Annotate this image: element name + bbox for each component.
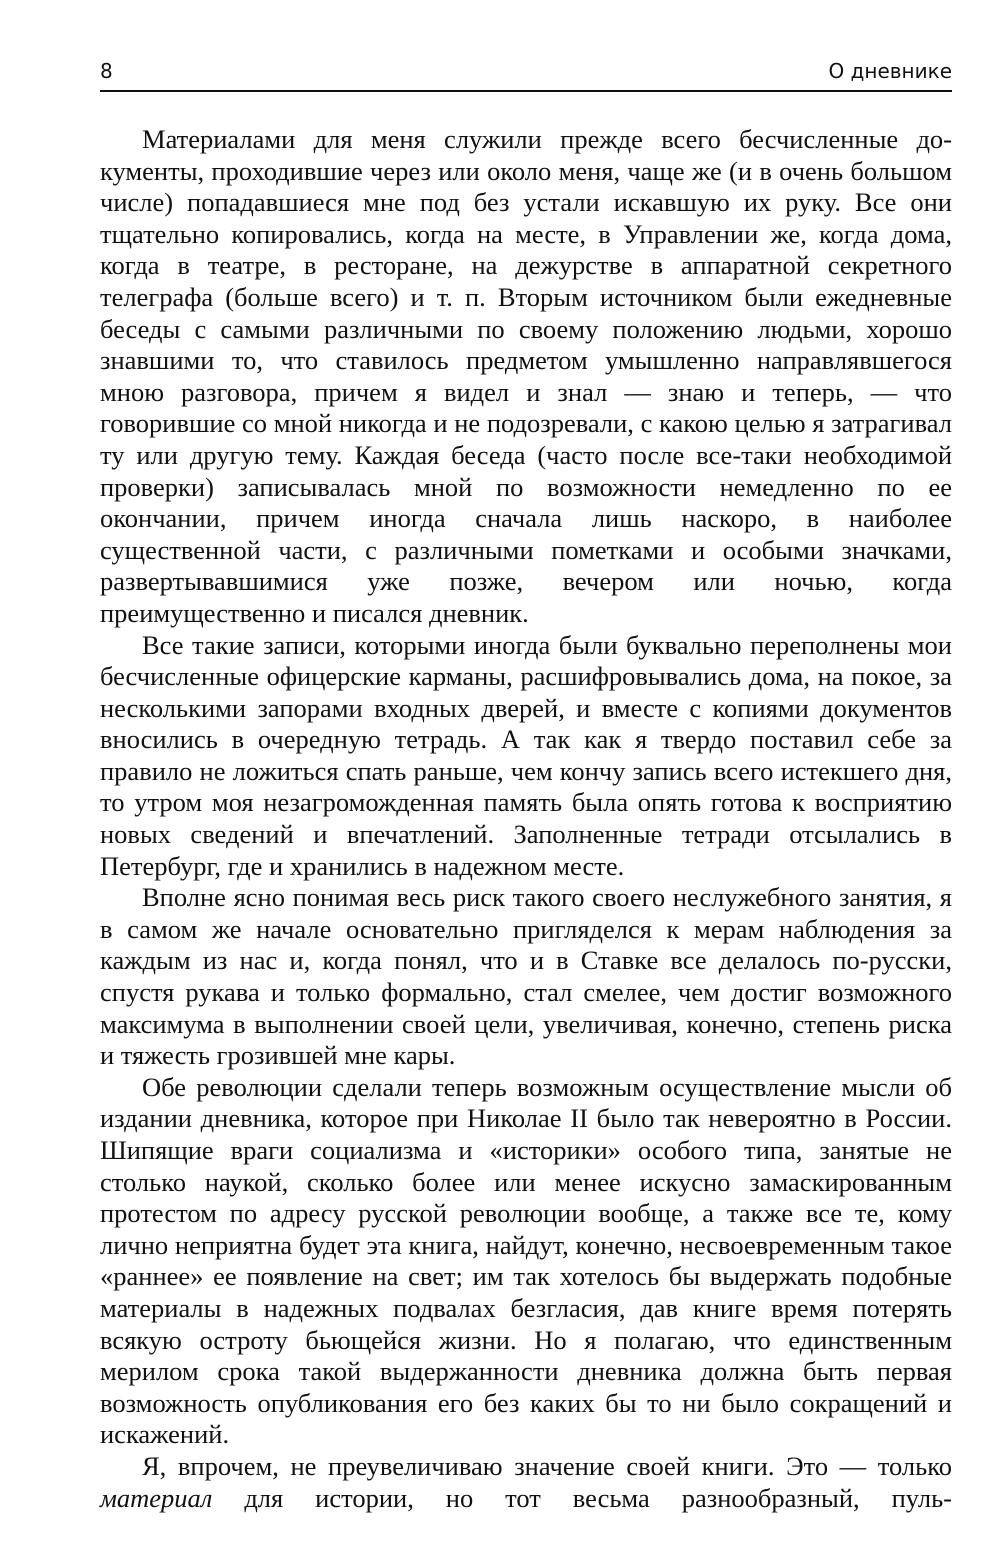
paragraph: Все такие записи, которыми иногда были буквально переполнены мои бесчисленные офицерские карманы, расшифровывались дома, на покое, за несколькими запорами входных дверей, и вместе с копиями документов вносились в очередную тетрадь. А так как я твердо поставил себе за правило не ложиться спать раньше, чем кончу запись всего истекшего дня, то утром моя незагроможденная память была опять готова к восприятию новых сведений и впечатлений. Заполненные тетради отсылались в Петербург, где и хранились в надежном месте. — [100, 629, 952, 881]
running-header — [100, 58, 952, 92]
paragraph: Вполне ясно понимая весь риск такого своего неслужебного занятия, я в самом же начале основательно пригляделся к мерам наблюдения за каждым из нас и, когда понял, что и в Ставке все делалось по-русски, спустя рукава и только формально, стал смелее, чем достиг возможного максимума в выполнении своей цели, увеличивая, конечно, степень риска и тяжесть грозившей мне кары. — [100, 882, 952, 1071]
paragraph-text: Я, впрочем, не преувеличиваю значение своей книги. Это — только — [142, 1450, 952, 1481]
emphasis-text: материал — [100, 1482, 213, 1513]
paragraph: Материалами для меня служили прежде всего бесчисленные документы, проходившие через или около меня, чаще же (и в очень большом числе) попадавшиеся мне под без устали искавшую их руку. Все они тщательно копировались, когда на месте, в Управлении же, когда дома, когда в театре, в ресторане, на дежурстве в аппаратной секретного телеграфа (больше всего) и т. п. Вторым источником были ежедневные беседы с самыми различными по своему положению людьми, хорошо знавшими то, что ставилось предметом умышленно направлявшегося мною разговора, причем я видел и знал — знаю и теперь, — что говорившие со мной никогда и не подозревали, с какою целью я затрагивал ту или другую тему. Каждая беседа (часто после все-таки необходимой проверки) записывалась мной по возможности немедленно по ее окончании, причем иногда сначала лишь наскоро, в наиболее существенной части, с различными пометками и особыми значками, развертывавшимися уже позже, вечером или ночью, когда преимущественно и писался дневник. — [100, 124, 952, 628]
paragraph — [100, 1451, 952, 1514]
paragraph: Обе революции сделали теперь возможным осуществление мысли об издании дневника, которое при Николае II было так невероятно в России. Шипящие враги социализма и «историки» особого типа, занятые не столько наукой, сколько более или менее искусно замаскированным протестом по адресу русской революции вообще, а также все те, кому лично неприятна будет эта книга, найдут, конечно, несвоевременным такое «раннее» ее появление на свет; им так хотелось бы выдержать подобные материалы в надежных подвалах безгласия, дав книге время потерять всякую остроту бьющейся жизни. Но я полагаю, что единственным мерилом срока такой выдержанности дневника должна быть первая возможность опубликования его без каких бы то ни было сокращений и искажений. — [100, 1071, 952, 1450]
section-title: О дневнике — [828, 59, 952, 83]
page — [100, 58, 952, 1514]
paragraph-text: для истории, но тот весьма разнообразный, пуль- — [212, 1482, 952, 1513]
page-number: 8 — [100, 59, 113, 83]
body-text — [100, 124, 952, 1514]
